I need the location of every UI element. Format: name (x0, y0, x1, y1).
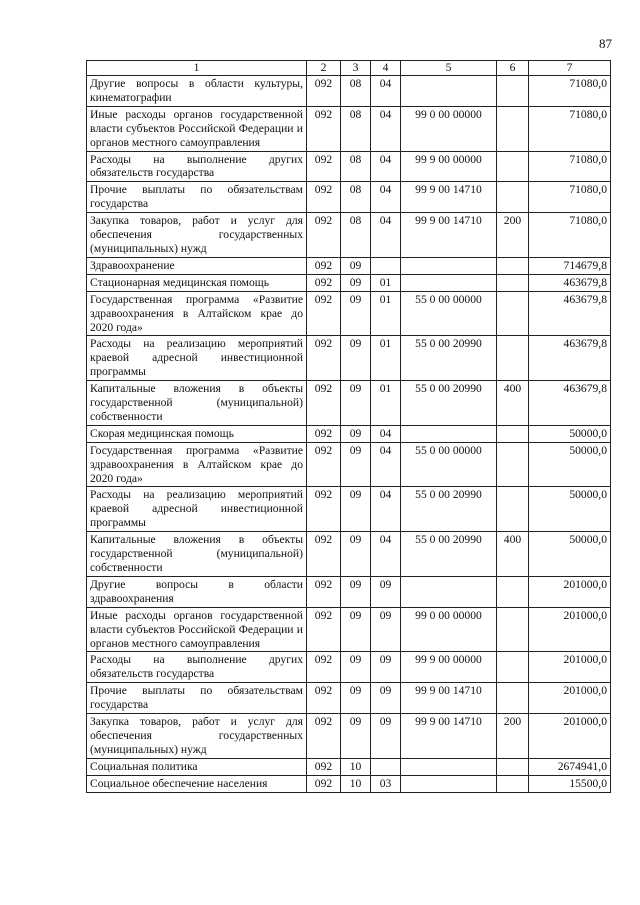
row-subsection-code: 09 (371, 652, 401, 683)
row-subsection-code: 09 (371, 576, 401, 607)
row-subsection-code: 04 (371, 425, 401, 442)
row-name: Государственная программа «Развитие здравоохранения в Алтайском крае до 2020 года» (87, 442, 307, 487)
row-expense-type-code: 400 (497, 381, 529, 426)
row-expense-type-code (497, 487, 529, 532)
row-ministry-code: 092 (307, 576, 341, 607)
row-name: Скорая медицинская помощь (87, 425, 307, 442)
row-name: Другие вопросы в области культуры, кинематографии (87, 76, 307, 107)
row-ministry-code: 092 (307, 487, 341, 532)
table-row (87, 714, 611, 759)
row-ministry-code: 092 (307, 714, 341, 759)
table-row (87, 274, 611, 291)
row-ministry-code: 092 (307, 213, 341, 258)
row-name: Закупка товаров, работ и услуг для обеспечения государственных (муниципальных) нужд (87, 213, 307, 258)
row-subsection-code: 04 (371, 487, 401, 532)
row-expense-type-code (497, 76, 529, 107)
row-subsection-code (371, 758, 401, 775)
row-name: Здравоохранение (87, 257, 307, 274)
row-target-item-code (401, 257, 497, 274)
row-expense-type-code: 200 (497, 714, 529, 759)
row-name: Закупка товаров, работ и услуг для обеспечения государственных (муниципальных) нужд (87, 714, 307, 759)
table-row (87, 442, 611, 487)
row-ministry-code: 092 (307, 381, 341, 426)
row-amount: 15500,0 (529, 775, 611, 792)
row-name: Расходы на выполнение других обязательств государства (87, 151, 307, 182)
row-target-item-code (401, 576, 497, 607)
row-subsection-code: 04 (371, 442, 401, 487)
row-target-item-code: 55 0 00 20990 (401, 336, 497, 381)
row-expense-type-code: 400 (497, 532, 529, 577)
row-subsection-code: 09 (371, 607, 401, 652)
row-subsection-code: 01 (371, 381, 401, 426)
column-header-4: 4 (371, 61, 401, 76)
row-expense-type-code (497, 576, 529, 607)
row-ministry-code: 092 (307, 106, 341, 151)
row-name: Социальное обеспечение населения (87, 775, 307, 792)
row-expense-type-code (497, 758, 529, 775)
row-name: Расходы на реализацию мероприятий краевой адресной инвестиционной программы (87, 487, 307, 532)
table-row (87, 291, 611, 336)
table-header-row (87, 61, 611, 76)
row-name: Расходы на выполнение других обязательств государства (87, 652, 307, 683)
row-name: Иные расходы органов государственной власти субъектов Российской Федерации и органов местного самоуправления (87, 106, 307, 151)
row-amount: 714679,8 (529, 257, 611, 274)
row-section-code: 08 (341, 106, 371, 151)
row-target-item-code: 99 0 00 00000 (401, 607, 497, 652)
column-header-7: 7 (529, 61, 611, 76)
row-ministry-code: 092 (307, 336, 341, 381)
table-row (87, 683, 611, 714)
row-expense-type-code (497, 274, 529, 291)
row-name: Капитальные вложения в объекты государственной (муниципальной) собственности (87, 381, 307, 426)
table-row (87, 182, 611, 213)
row-target-item-code: 99 9 00 14710 (401, 683, 497, 714)
row-target-item-code: 99 9 00 00000 (401, 151, 497, 182)
row-target-item-code: 99 0 00 00000 (401, 106, 497, 151)
row-subsection-code: 09 (371, 683, 401, 714)
column-header-5: 5 (401, 61, 497, 76)
row-target-item-code (401, 425, 497, 442)
row-amount: 50000,0 (529, 442, 611, 487)
budget-table (86, 60, 611, 793)
table-row (87, 106, 611, 151)
row-amount: 463679,8 (529, 274, 611, 291)
budget-table-container (86, 60, 610, 793)
row-section-code: 09 (341, 714, 371, 759)
table-row (87, 336, 611, 381)
table-row (87, 758, 611, 775)
row-name: Иные расходы органов государственной власти субъектов Российской Федерации и органов местного самоуправления (87, 607, 307, 652)
row-subsection-code: 04 (371, 76, 401, 107)
row-amount: 50000,0 (529, 487, 611, 532)
row-expense-type-code (497, 151, 529, 182)
row-expense-type-code (497, 683, 529, 714)
row-name: Прочие выплаты по обязательствам государства (87, 683, 307, 714)
row-name: Стационарная медицинская помощь (87, 274, 307, 291)
row-expense-type-code: 200 (497, 213, 529, 258)
row-section-code: 09 (341, 257, 371, 274)
row-expense-type-code (497, 336, 529, 381)
row-ministry-code: 092 (307, 652, 341, 683)
row-target-item-code: 99 9 00 00000 (401, 652, 497, 683)
row-section-code: 09 (341, 291, 371, 336)
row-amount: 71080,0 (529, 182, 611, 213)
table-row (87, 151, 611, 182)
row-amount: 71080,0 (529, 151, 611, 182)
row-subsection-code: 09 (371, 714, 401, 759)
column-header-1: 1 (87, 61, 307, 76)
row-name: Прочие выплаты по обязательствам государства (87, 182, 307, 213)
row-target-item-code: 55 0 00 00000 (401, 442, 497, 487)
row-section-code: 10 (341, 758, 371, 775)
row-section-code: 09 (341, 683, 371, 714)
row-target-item-code: 99 9 00 14710 (401, 213, 497, 258)
row-expense-type-code (497, 775, 529, 792)
row-section-code: 09 (341, 442, 371, 487)
row-expense-type-code (497, 607, 529, 652)
row-ministry-code: 092 (307, 607, 341, 652)
row-expense-type-code (497, 442, 529, 487)
table-row (87, 425, 611, 442)
row-amount: 50000,0 (529, 425, 611, 442)
row-section-code: 09 (341, 487, 371, 532)
row-ministry-code: 092 (307, 442, 341, 487)
row-subsection-code: 04 (371, 213, 401, 258)
row-target-item-code: 99 9 00 14710 (401, 182, 497, 213)
row-amount: 201000,0 (529, 652, 611, 683)
table-row (87, 213, 611, 258)
row-ministry-code: 092 (307, 683, 341, 714)
row-section-code: 09 (341, 274, 371, 291)
table-row (87, 257, 611, 274)
row-section-code: 08 (341, 151, 371, 182)
row-target-item-code (401, 274, 497, 291)
row-name: Капитальные вложения в объекты государственной (муниципальной) собственности (87, 532, 307, 577)
table-row (87, 532, 611, 577)
table-row (87, 381, 611, 426)
row-section-code: 09 (341, 425, 371, 442)
row-subsection-code: 01 (371, 291, 401, 336)
row-amount: 201000,0 (529, 576, 611, 607)
row-subsection-code: 04 (371, 106, 401, 151)
table-row (87, 576, 611, 607)
row-section-code: 08 (341, 213, 371, 258)
row-section-code: 09 (341, 576, 371, 607)
row-expense-type-code (497, 291, 529, 336)
row-amount: 71080,0 (529, 213, 611, 258)
row-ministry-code: 092 (307, 758, 341, 775)
row-target-item-code: 55 0 00 20990 (401, 532, 497, 577)
column-header-3: 3 (341, 61, 371, 76)
row-amount: 71080,0 (529, 76, 611, 107)
row-subsection-code (371, 257, 401, 274)
row-amount: 71080,0 (529, 106, 611, 151)
row-target-item-code: 55 0 00 20990 (401, 487, 497, 532)
row-ministry-code: 092 (307, 291, 341, 336)
table-row (87, 652, 611, 683)
row-target-item-code (401, 758, 497, 775)
row-expense-type-code (497, 425, 529, 442)
row-ministry-code: 092 (307, 425, 341, 442)
row-amount: 2674941,0 (529, 758, 611, 775)
row-section-code: 09 (341, 336, 371, 381)
row-target-item-code: 55 0 00 20990 (401, 381, 497, 426)
row-section-code: 09 (341, 607, 371, 652)
row-section-code: 10 (341, 775, 371, 792)
row-amount: 463679,8 (529, 336, 611, 381)
row-expense-type-code (497, 106, 529, 151)
row-ministry-code: 092 (307, 151, 341, 182)
row-expense-type-code (497, 652, 529, 683)
row-subsection-code: 01 (371, 274, 401, 291)
row-section-code: 08 (341, 182, 371, 213)
row-amount: 201000,0 (529, 607, 611, 652)
row-subsection-code: 04 (371, 182, 401, 213)
column-header-2: 2 (307, 61, 341, 76)
table-row (87, 607, 611, 652)
row-name: Другие вопросы в области здравоохранения (87, 576, 307, 607)
row-ministry-code: 092 (307, 532, 341, 577)
row-subsection-code: 01 (371, 336, 401, 381)
row-amount: 463679,8 (529, 381, 611, 426)
row-amount: 463679,8 (529, 291, 611, 336)
row-name: Социальная политика (87, 758, 307, 775)
table-row (87, 775, 611, 792)
row-subsection-code: 04 (371, 532, 401, 577)
row-ministry-code: 092 (307, 76, 341, 107)
row-ministry-code: 092 (307, 182, 341, 213)
table-row (87, 76, 611, 107)
row-target-item-code (401, 775, 497, 792)
row-ministry-code: 092 (307, 274, 341, 291)
column-header-6: 6 (497, 61, 529, 76)
table-row (87, 487, 611, 532)
row-expense-type-code (497, 257, 529, 274)
page-number: 87 (599, 36, 612, 51)
row-amount: 201000,0 (529, 683, 611, 714)
row-ministry-code: 092 (307, 257, 341, 274)
row-amount: 50000,0 (529, 532, 611, 577)
row-target-item-code (401, 76, 497, 107)
row-subsection-code: 04 (371, 151, 401, 182)
row-section-code: 09 (341, 381, 371, 426)
row-name: Государственная программа «Развитие здравоохранения в Алтайском крае до 2020 года» (87, 291, 307, 336)
row-target-item-code: 99 9 00 14710 (401, 714, 497, 759)
row-target-item-code: 55 0 00 00000 (401, 291, 497, 336)
row-name: Расходы на реализацию мероприятий краевой адресной инвестиционной программы (87, 336, 307, 381)
row-ministry-code: 092 (307, 775, 341, 792)
row-expense-type-code (497, 182, 529, 213)
table-body (87, 76, 611, 793)
row-subsection-code: 03 (371, 775, 401, 792)
row-section-code: 08 (341, 76, 371, 107)
row-amount: 201000,0 (529, 714, 611, 759)
row-section-code: 09 (341, 532, 371, 577)
row-section-code: 09 (341, 652, 371, 683)
